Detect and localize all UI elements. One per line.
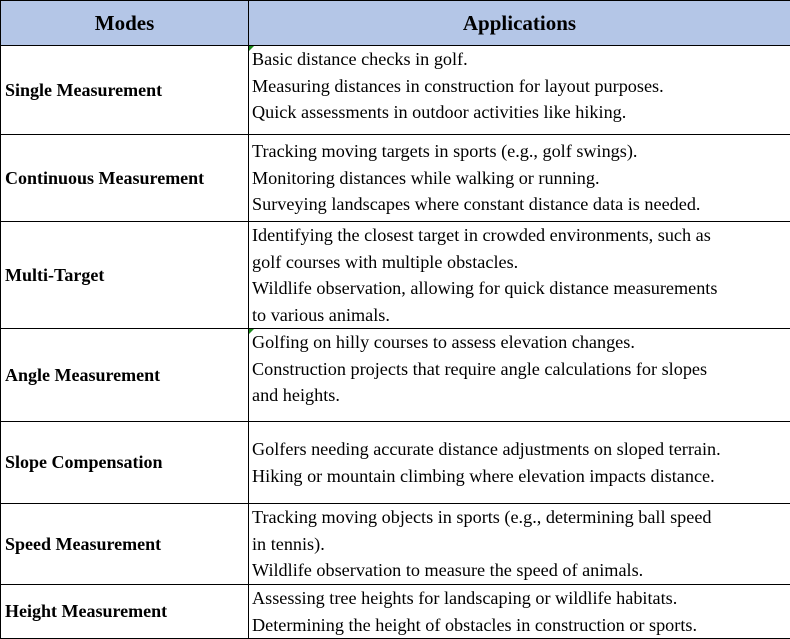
application-line: Wildlife observation to measure the speed of animals. — [252, 557, 788, 584]
application-line: in tennis). — [252, 531, 788, 558]
mode-cell: Slope Compensation — [1, 422, 249, 504]
table-row — [1, 222, 790, 329]
application-line: Wildlife observation, allowing for quick distance measurements — [252, 275, 788, 302]
table-row — [1, 585, 790, 639]
application-line: Assessing tree heights for landscaping or wildlife habitats. — [252, 585, 788, 612]
applications-cell — [249, 585, 790, 639]
application-line: to various animals. — [252, 302, 788, 329]
application-line: Surveying landscapes where constant distance data is needed. — [252, 191, 788, 218]
mode-cell: Speed Measurement — [1, 504, 249, 585]
application-line: Determining the height of obstacles in construction or sports. — [252, 612, 788, 639]
table-row — [1, 46, 790, 135]
application-line: Quick assessments in outdoor activities like hiking. — [252, 99, 788, 126]
table-row — [1, 135, 790, 222]
application-line: Tracking moving objects in sports (e.g., determining ball speed — [252, 504, 788, 531]
application-line: Tracking moving targets in sports (e.g., golf swings). — [252, 138, 788, 165]
mode-cell: Height Measurement — [1, 585, 249, 639]
table-row — [1, 329, 790, 422]
applications-cell — [249, 46, 790, 135]
table-row — [1, 504, 790, 585]
application-line: Golfing on hilly courses to assess elevation changes. — [252, 329, 788, 356]
application-line: Monitoring distances while walking or running. — [252, 165, 788, 192]
application-line: Basic distance checks in golf. — [252, 46, 788, 73]
application-line: Hiking or mountain climbing where elevation impacts distance. — [252, 463, 788, 490]
application-line: Golfers needing accurate distance adjustments on sloped terrain. — [252, 436, 788, 463]
comment-marker-icon — [249, 46, 254, 51]
application-line: Construction projects that require angle calculations for slopes — [252, 356, 788, 383]
application-line: Measuring distances in construction for layout purposes. — [252, 73, 788, 100]
application-line: Identifying the closest target in crowded environments, such as — [252, 222, 788, 249]
table-row — [1, 422, 790, 504]
mode-cell: Continuous Measurement — [1, 135, 249, 222]
applications-cell — [249, 222, 790, 329]
applications-cell — [249, 504, 790, 585]
header-row — [1, 1, 790, 46]
application-line: and heights. — [252, 382, 788, 409]
header-applications: Applications — [249, 1, 790, 46]
mode-cell: Angle Measurement — [1, 329, 249, 422]
applications-cell — [249, 135, 790, 222]
applications-cell — [249, 329, 790, 422]
application-line: golf courses with multiple obstacles. — [252, 249, 788, 276]
header-modes: Modes — [1, 1, 249, 46]
mode-cell: Single Measurement — [1, 46, 249, 135]
applications-cell — [249, 422, 790, 504]
mode-cell: Multi-Target — [1, 222, 249, 329]
comment-marker-icon — [249, 329, 254, 334]
